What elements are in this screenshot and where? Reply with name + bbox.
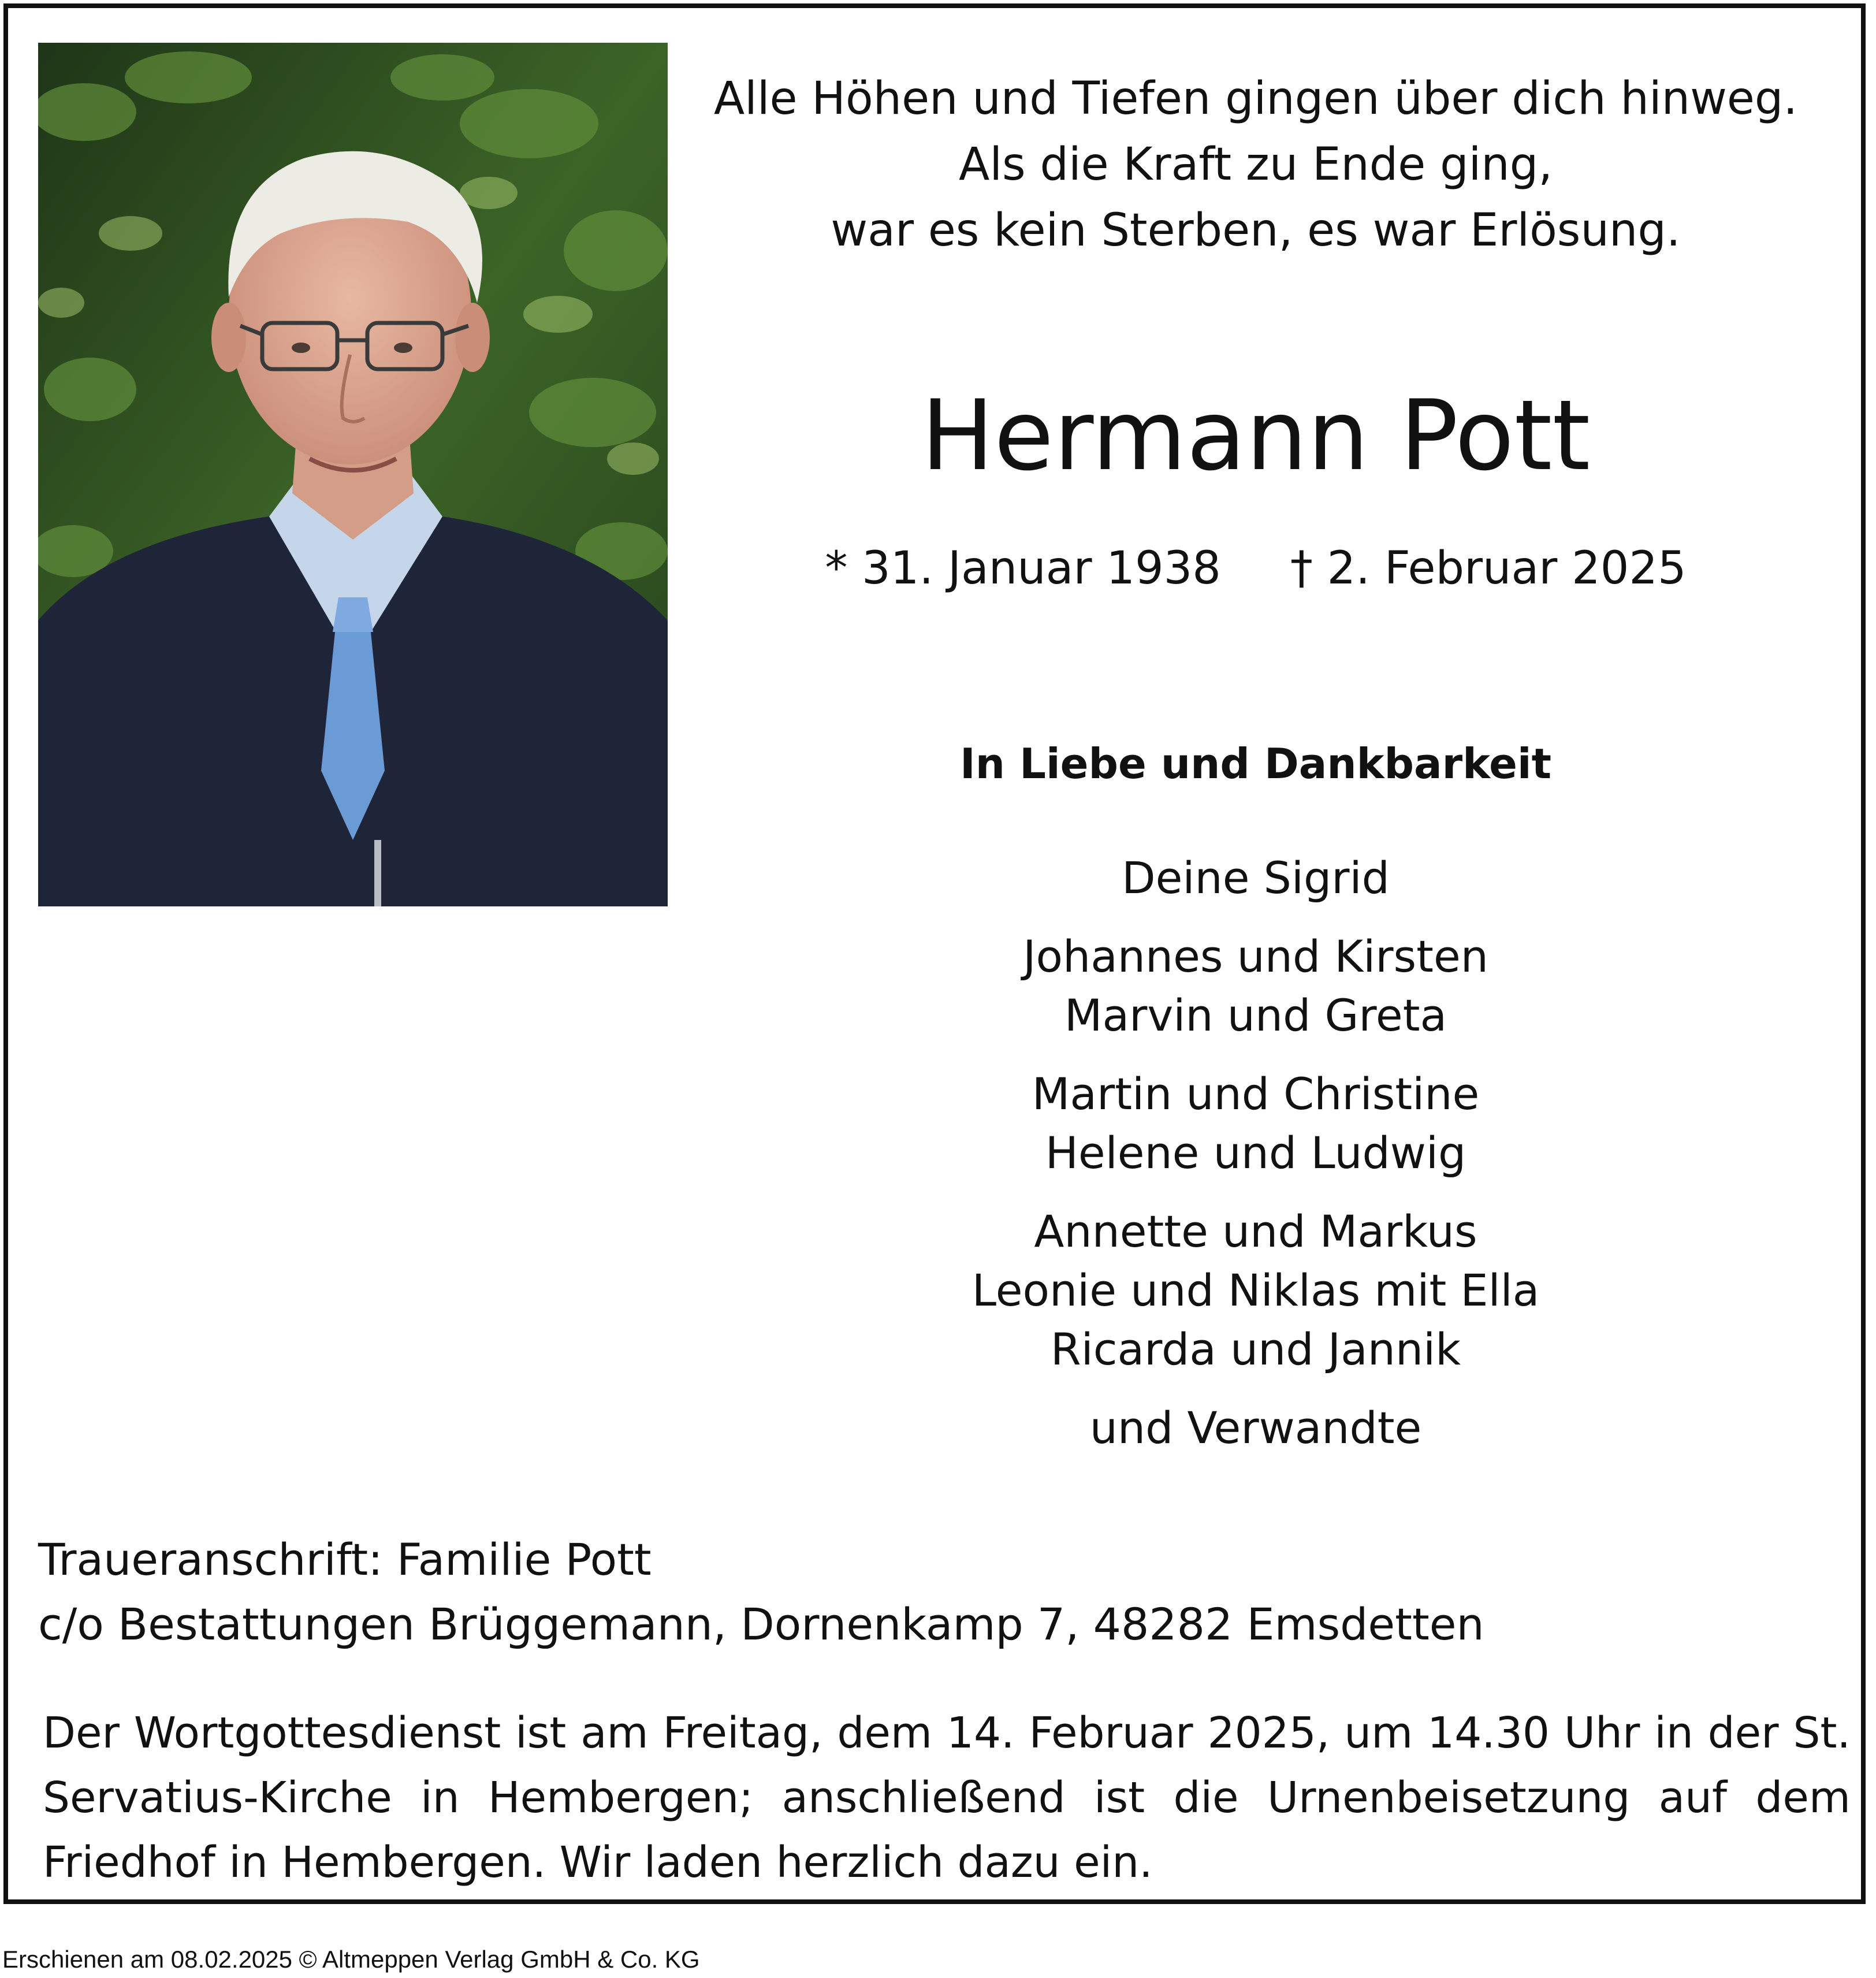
mourner-line: Marvin und Greta (1064, 990, 1447, 1041)
birth-date: * 31. Januar 1938 (825, 542, 1221, 594)
mourner-group (678, 849, 1833, 908)
quote-line: Als die Kraft zu Ende ging, (958, 139, 1553, 191)
quote-line: war es kein Sterben, es war Erlösung. (831, 205, 1681, 256)
mourner-group (678, 1202, 1833, 1379)
service-announcement: Der Wortgottesdienst ist am Freitag, dem 14. Februar 2025, um 14.30 Uhr in der St. Servatius-Kirche in Hembergen; anschließend ist die Urnenbeisetzung auf dem Friedhof in Hembergen. Wir laden herzlich dazu ein. (43, 1708, 1851, 1887)
portrait-illustration (38, 43, 668, 906)
mourners-list (678, 849, 1833, 1477)
mourner-group (678, 1399, 1833, 1458)
publication-credit: Erschienen am 08.02.2025 © Altmeppen Verlag GmbH & Co. KG (2, 1946, 700, 1973)
mourner-line: und Verwandte (1089, 1402, 1422, 1453)
mourner-line: Helene und Ludwig (1045, 1127, 1466, 1178)
life-dates (678, 540, 1833, 597)
death-date: † 2. Februar 2025 (1290, 542, 1687, 594)
mourner-line: Deine Sigrid (1122, 852, 1390, 904)
deceased-name: Hermann Pott (921, 379, 1591, 492)
mourner-line: Ricarda und Jannik (1050, 1323, 1461, 1375)
mourner-line: Annette und Markus (1034, 1206, 1477, 1257)
mourner-line: Martin und Christine (1032, 1068, 1480, 1120)
memorial-quote (678, 66, 1833, 263)
quote-line: Alle Höhen und Tiefen gingen über dich hinweg. (713, 73, 1798, 125)
mourner-line: Johannes und Kirsten (1023, 931, 1488, 982)
address-line: c/o Bestattungen Brüggemann, Dornenkamp 7, 48282 Emsdetten (38, 1598, 1484, 1650)
mourning-address (38, 1527, 1829, 1657)
mourner-line: Leonie und Niklas mit Ella (972, 1265, 1540, 1316)
obituary-card (3, 3, 1866, 1904)
mourner-group (678, 1065, 1833, 1183)
mourners-heading: In Liebe und Dankbarkeit (959, 739, 1552, 788)
mourner-group (678, 927, 1833, 1045)
portrait-photo (38, 43, 668, 906)
address-line: Traueranschrift: Familie Pott (38, 1534, 652, 1585)
